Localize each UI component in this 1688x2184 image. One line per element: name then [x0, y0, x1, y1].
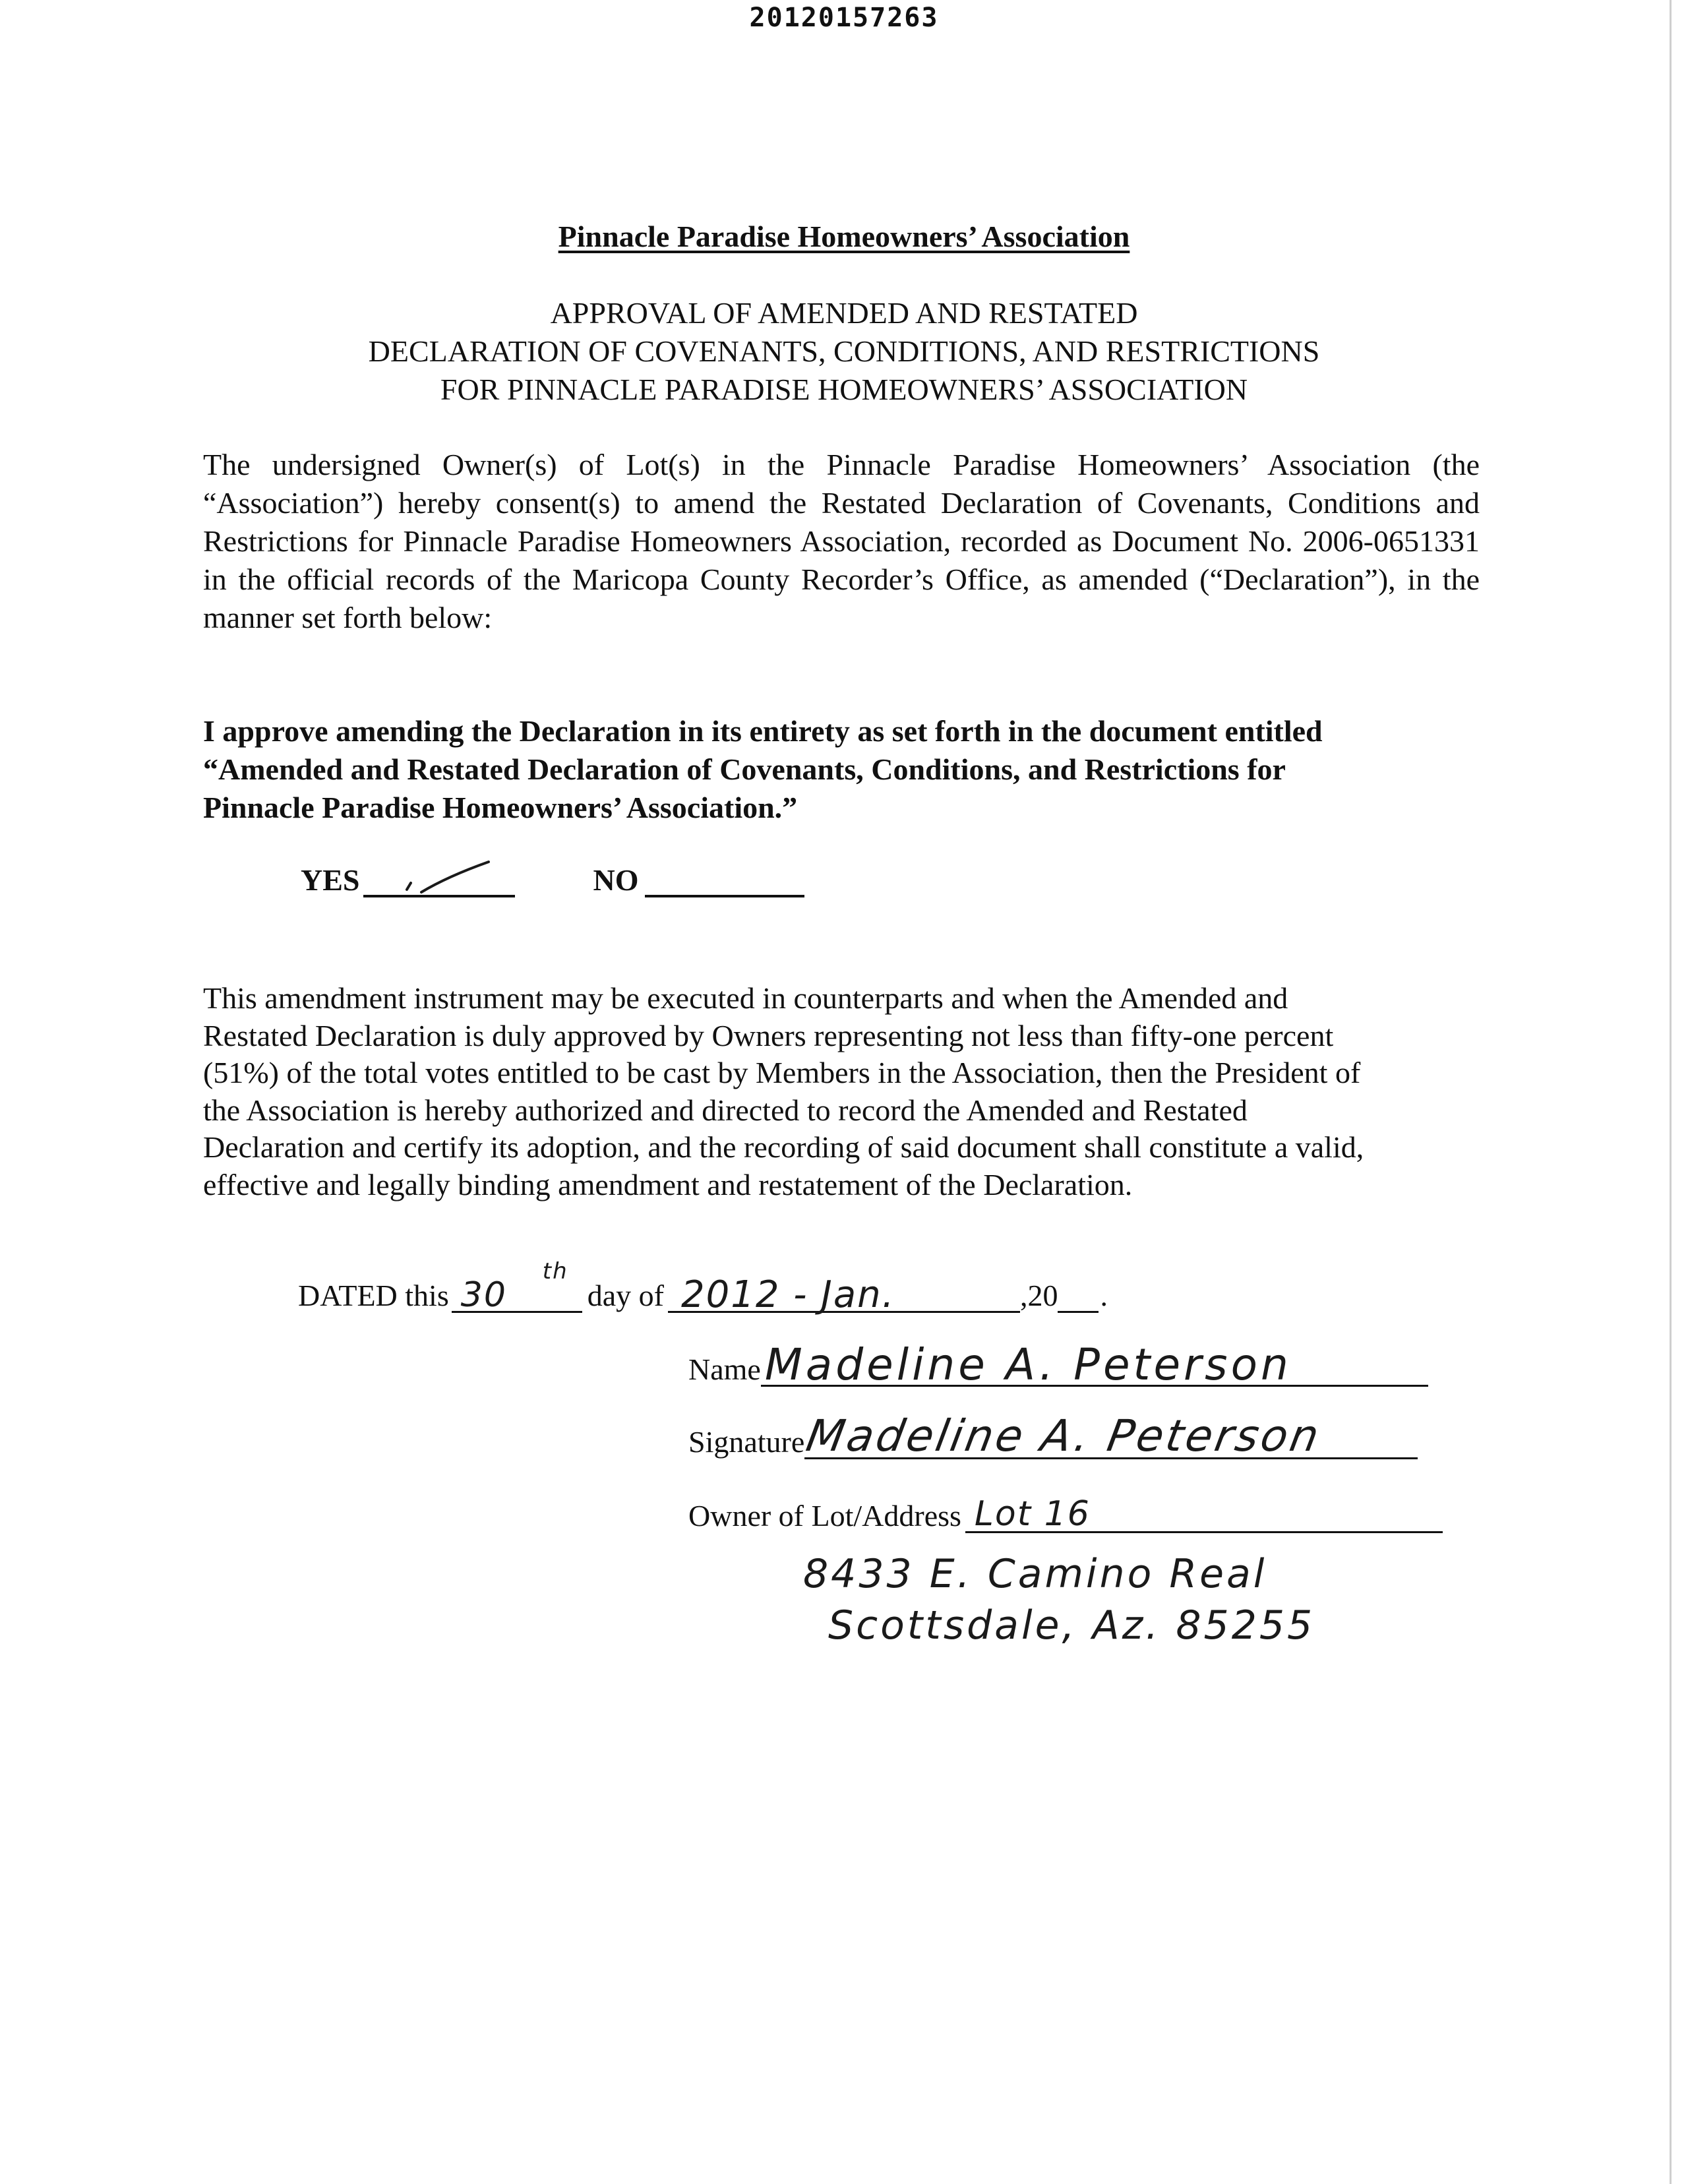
dated-mid: day of [587, 1279, 664, 1312]
signature-field[interactable] [802, 1410, 1418, 1461]
handwritten-day-suffix: th [542, 1258, 568, 1285]
execution-line: effective and legally binding amendment and restatement of the Declaration. [203, 1167, 1133, 1201]
handwritten-month: 2012 - Jan. [680, 1273, 895, 1316]
execution-paragraph [203, 980, 1522, 1203]
check-mark-icon [395, 861, 494, 900]
execution-line: (51%) of the total votes entitled to be cast by Members in the Association, then the President of [203, 1056, 1361, 1089]
lot-address-field[interactable] [965, 1494, 1443, 1534]
approval-statement [203, 712, 1480, 827]
lot-address-label: Owner of Lot/Address [688, 1499, 961, 1532]
heading-line: DECLARATION OF COVENANTS, CONDITIONS, AND RESTRICTIONS [368, 334, 1320, 368]
signature-row [688, 1410, 1418, 1461]
name-field[interactable] [761, 1339, 1428, 1390]
approval-statement-line: I approve amending the Declaration in its entirety as set forth in the document entitled [203, 714, 1323, 748]
yes-vote-blank[interactable] [363, 868, 515, 897]
association-title: Pinnacle Paradise Homeowners’ Association [558, 220, 1130, 253]
handwritten-lot: Lot 16 [974, 1494, 1091, 1534]
lot-address-row [688, 1494, 1443, 1534]
approval-heading [0, 294, 1688, 409]
dated-suffix: . [1100, 1279, 1108, 1312]
yes-label: YES [301, 863, 360, 897]
year-field[interactable] [1058, 1281, 1099, 1313]
handwritten-day: 30 [460, 1275, 507, 1315]
name-row [688, 1339, 1428, 1390]
dated-row [298, 1258, 1108, 1316]
execution-line: the Association is hereby authorized and directed to record the Amended and Restated [203, 1093, 1248, 1127]
signature-label: Signature [688, 1425, 805, 1459]
dated-prefix: DATED this [298, 1279, 449, 1312]
vote-row [301, 863, 804, 902]
intro-paragraph: The undersigned Owner(s) of Lot(s) in the Pinnacle Paradise Homeowners’ Association (the “Association”) hereby consent(s) to amend the Restated Declaration of Covenants, Conditions and Restrictions for Pinnacle Paradise Homeowners Association, recorded as Document No. 2006-0651331 in the official records of the Maricopa County Recorder’s Office, as amended (“Declaration”), in the manner set forth below: [203, 448, 1480, 634]
execution-line: Declaration and certify its adoption, and the recording of said document shall constitute a valid, [203, 1130, 1364, 1164]
year-prefix: ,20 [1019, 1279, 1058, 1312]
heading-line: APPROVAL OF AMENDED AND RESTATED [550, 296, 1138, 330]
name-label: Name [688, 1352, 761, 1386]
approval-statement-line: “Amended and Restated Declaration of Covenants, Conditions, and Restrictions for [203, 752, 1286, 786]
approval-statement-line: Pinnacle Paradise Homeowners’ Association.” [203, 791, 798, 824]
handwritten-signature: Madeline A. Peterson [802, 1410, 1326, 1461]
day-field[interactable] [452, 1258, 582, 1315]
heading-line: FOR PINNACLE PARADISE HOMEOWNERS’ ASSOCIATION [440, 373, 1248, 406]
recording-number: 20120157263 [749, 3, 939, 33]
execution-line: Restated Declaration is duly approved by Owners representing not less than fifty-one percent [203, 1018, 1334, 1052]
no-label: NO [593, 863, 639, 897]
handwritten-name: Madeline A. Peterson [764, 1339, 1292, 1390]
handwritten-address-line-1: 8433 E. Camino Real [803, 1551, 1267, 1597]
month-field[interactable] [668, 1273, 1020, 1316]
execution-line: This amendment instrument may be executed in counterparts and when the Amended and [203, 981, 1288, 1015]
no-vote-blank[interactable] [645, 868, 804, 897]
handwritten-address-line-2: Scottsdale, Az. 85255 [828, 1602, 1315, 1649]
